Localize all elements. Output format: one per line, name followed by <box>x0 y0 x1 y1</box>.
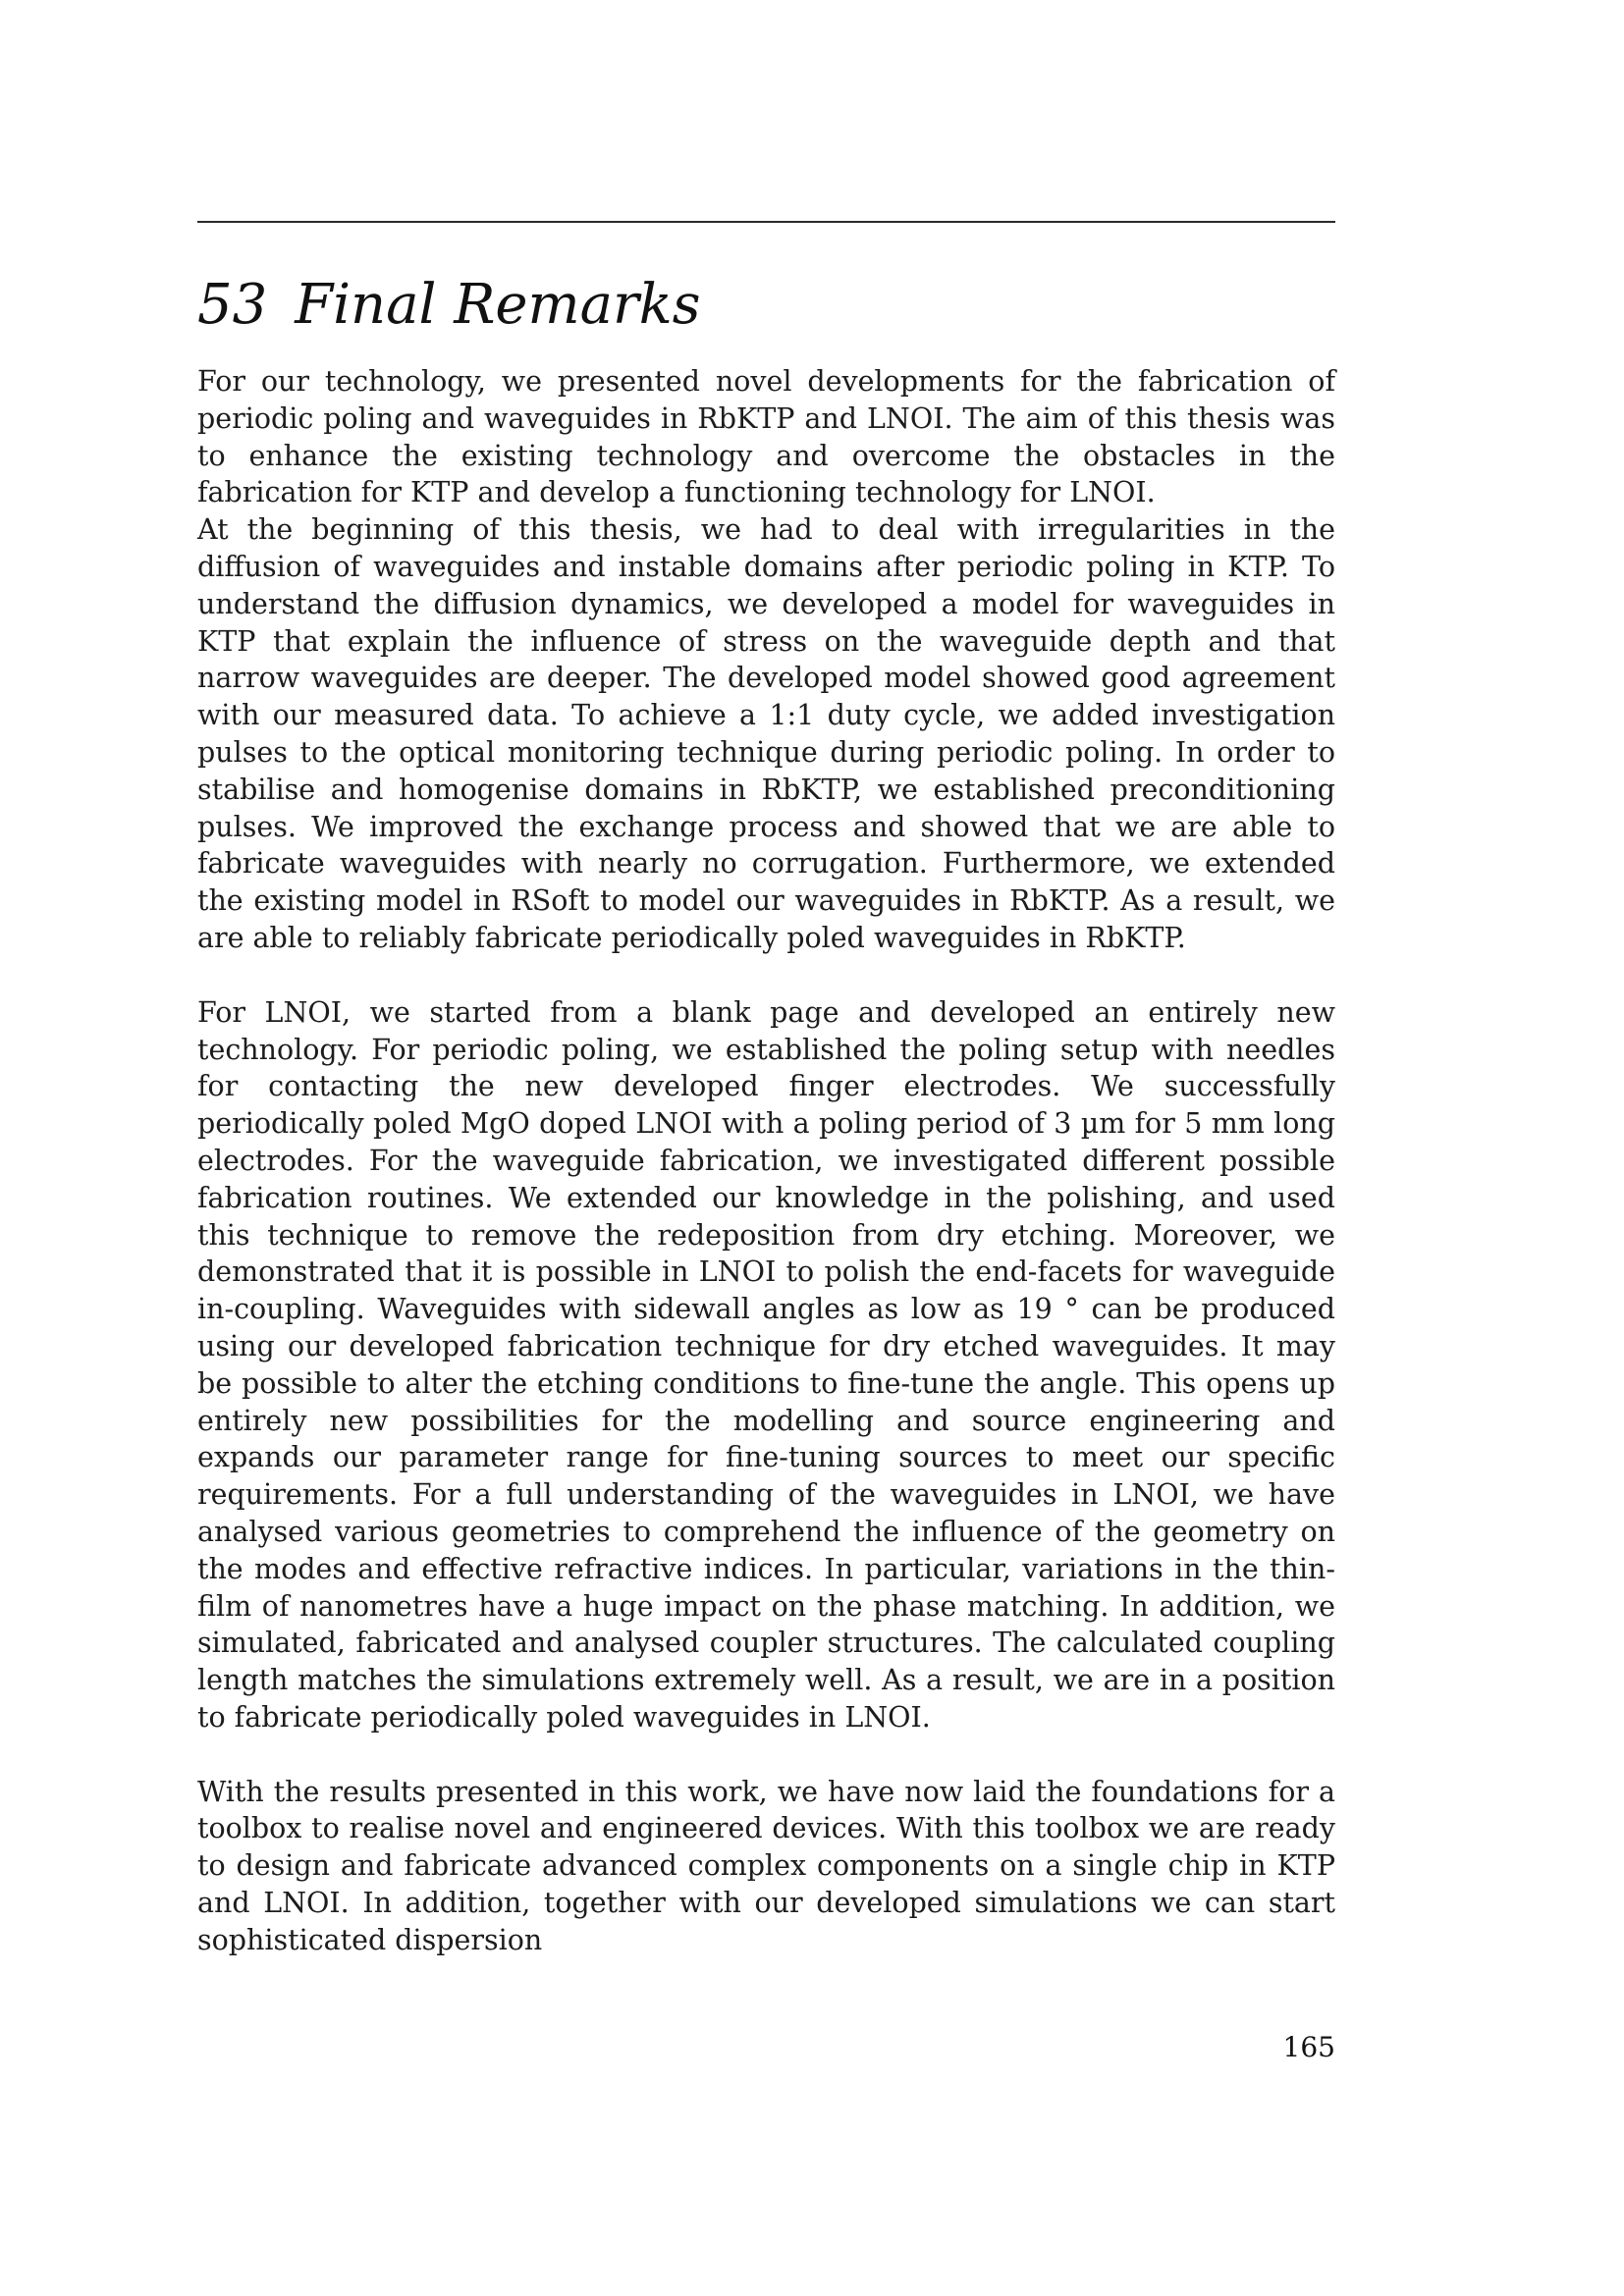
paragraph-1: For our technology, we presented novel developments for the fabrication of periodic poling and waveguides in RbKTP and LNOI. The aim of this thesis was to enhance the existing technology and overcome the obstacles in the fabrication for KTP and develop a functioning technology for LNOI. <box>197 365 1335 509</box>
paragraph-3: For LNOI, we started from a blank page and developed an entirely new technology. For periodic poling, we established the poling setup with needles for contacting the new developed finger electrodes. We successfully periodically poled MgO doped LNOI with a poling period of 3 µm for 5 mm long electrodes. For the waveguide fabrication, we investigated different possible fabrication routines. We extended our knowledge in the polishing, and used this technique to remove the redeposition from dry etching. Moreover, we demonstrated that it is possible in LNOI to polish the end-facets for waveguide in-coupling. Waveguides with sidewall angles as low as 19 ° can be produced using our developed fabrication technique for dry etched waveguides. It may be possible to alter the etching conditions to fine-tune the angle. This opens up entirely new possibilities for the modelling and source engineering and expands our parameter range for fine-tuning sources to meet our specific requirements. For a full understanding of the waveguides in LNOI, we have analysed various geometries to comprehend the influence of the geometry on the modes and effective refractive indices. In particular, variations in the thin-film of nanometres have a huge impact on the phase matching. In addition, we simulated, fabricated and analysed coupler structures. The calculated coupling length matches the simulations extremely well. As a result, we are in a position to fabricate periodically poled waveguides in LNOI. <box>197 995 1335 1734</box>
section-title-text: Final Remarks <box>295 273 701 337</box>
paragraph-4: With the results presented in this work, we have now laid the foundations for a toolbox to realise novel and engineered devices. With this toolbox we are ready to design and fabricate advanced complex components on a single chip in KTP and LNOI. In addition, together with our developed simulations we can start sophisticated dispersion <box>197 1775 1335 1956</box>
section-title <box>197 271 700 340</box>
header-rule <box>197 221 1335 223</box>
paragraph-2: At the beginning of this thesis, we had to deal with irregularities in the diffusion of waveguides and instable domains after periodic poling in KTP. To understand the diffusion dynamics, we developed a model for waveguides in KTP that explain the influence of stress on the waveguide depth and that narrow waveguides are deeper. The developed model showed good agreement with our measured data. To achieve a 1:1 duty cycle, we added investigation pulses to the optical monitoring technique during periodic poling. In order to stabilise and homogenise domains in RbKTP, we established preconditioning pulses. We improved the exchange process and showed that we are able to fabricate waveguides with nearly no corrugation. Furthermore, we extended the existing model in RSoft to model our waveguides in RbKTP. As a result, we are able to reliably fabricate periodically poled waveguides in RbKTP. <box>197 513 1335 954</box>
section-number: 53 <box>197 273 268 337</box>
body-text <box>197 363 1335 1959</box>
page-number: 165 <box>1282 2031 1335 2063</box>
